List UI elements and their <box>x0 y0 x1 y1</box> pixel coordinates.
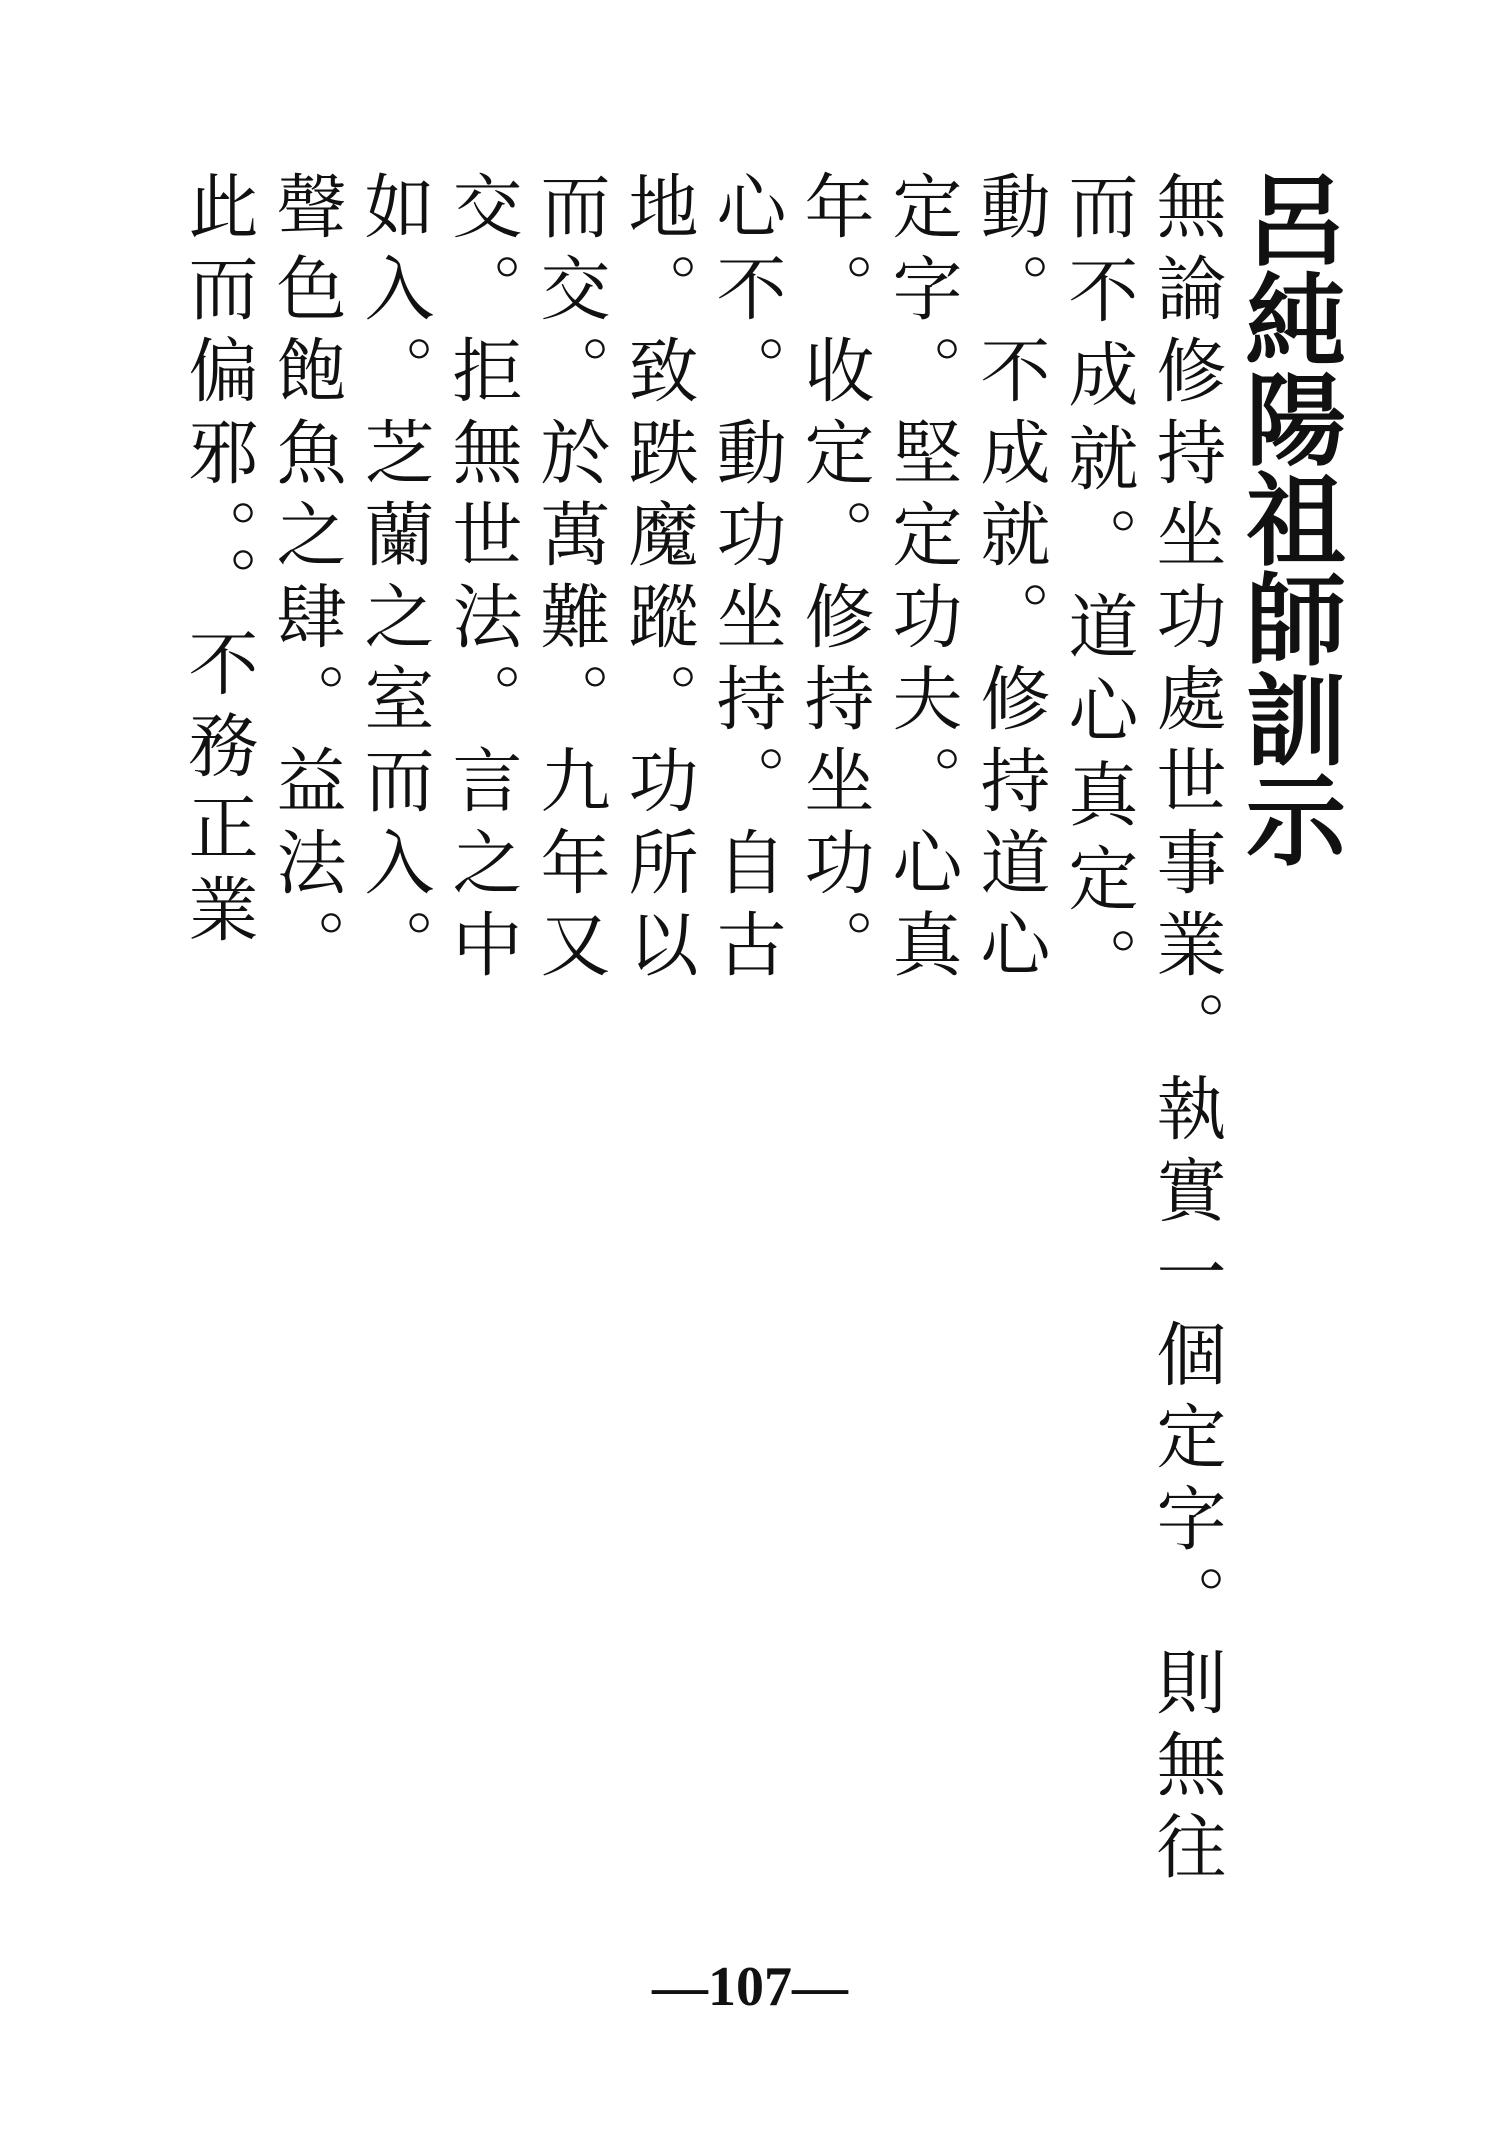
text-column: 而交。於萬難。九年又 <box>529 170 611 990</box>
text-column: 定字。堅定功夫。心真 <box>881 170 963 990</box>
text-column: 年。收定。修持坐功。 <box>793 170 875 990</box>
text-column: 無論修持坐功處世事業。執實一個定字。則無往 <box>1145 170 1227 1892</box>
text-column: 交。拒無世法。言之中 <box>441 170 523 990</box>
text-column: 心不。動功坐持。自古 <box>705 170 787 990</box>
text-column: 地。致跌魔蹤。功所以 <box>617 170 699 990</box>
page-number: —107— <box>652 1956 848 2018</box>
page-title: 呂純陽祖師訓示 <box>1229 168 1347 868</box>
text-column: 而不成就。道心真定。 <box>1057 170 1139 1010</box>
text-column: 如入。芝蘭之室而入。 <box>353 170 435 990</box>
main-text <box>170 170 1230 1930</box>
text-column: 聲色飽魚之肆。益法。 <box>265 170 347 990</box>
text-column: 此而偏邪。。不務正業 <box>177 170 259 955</box>
text-column: 動。不成就。修持道心 <box>969 170 1051 990</box>
